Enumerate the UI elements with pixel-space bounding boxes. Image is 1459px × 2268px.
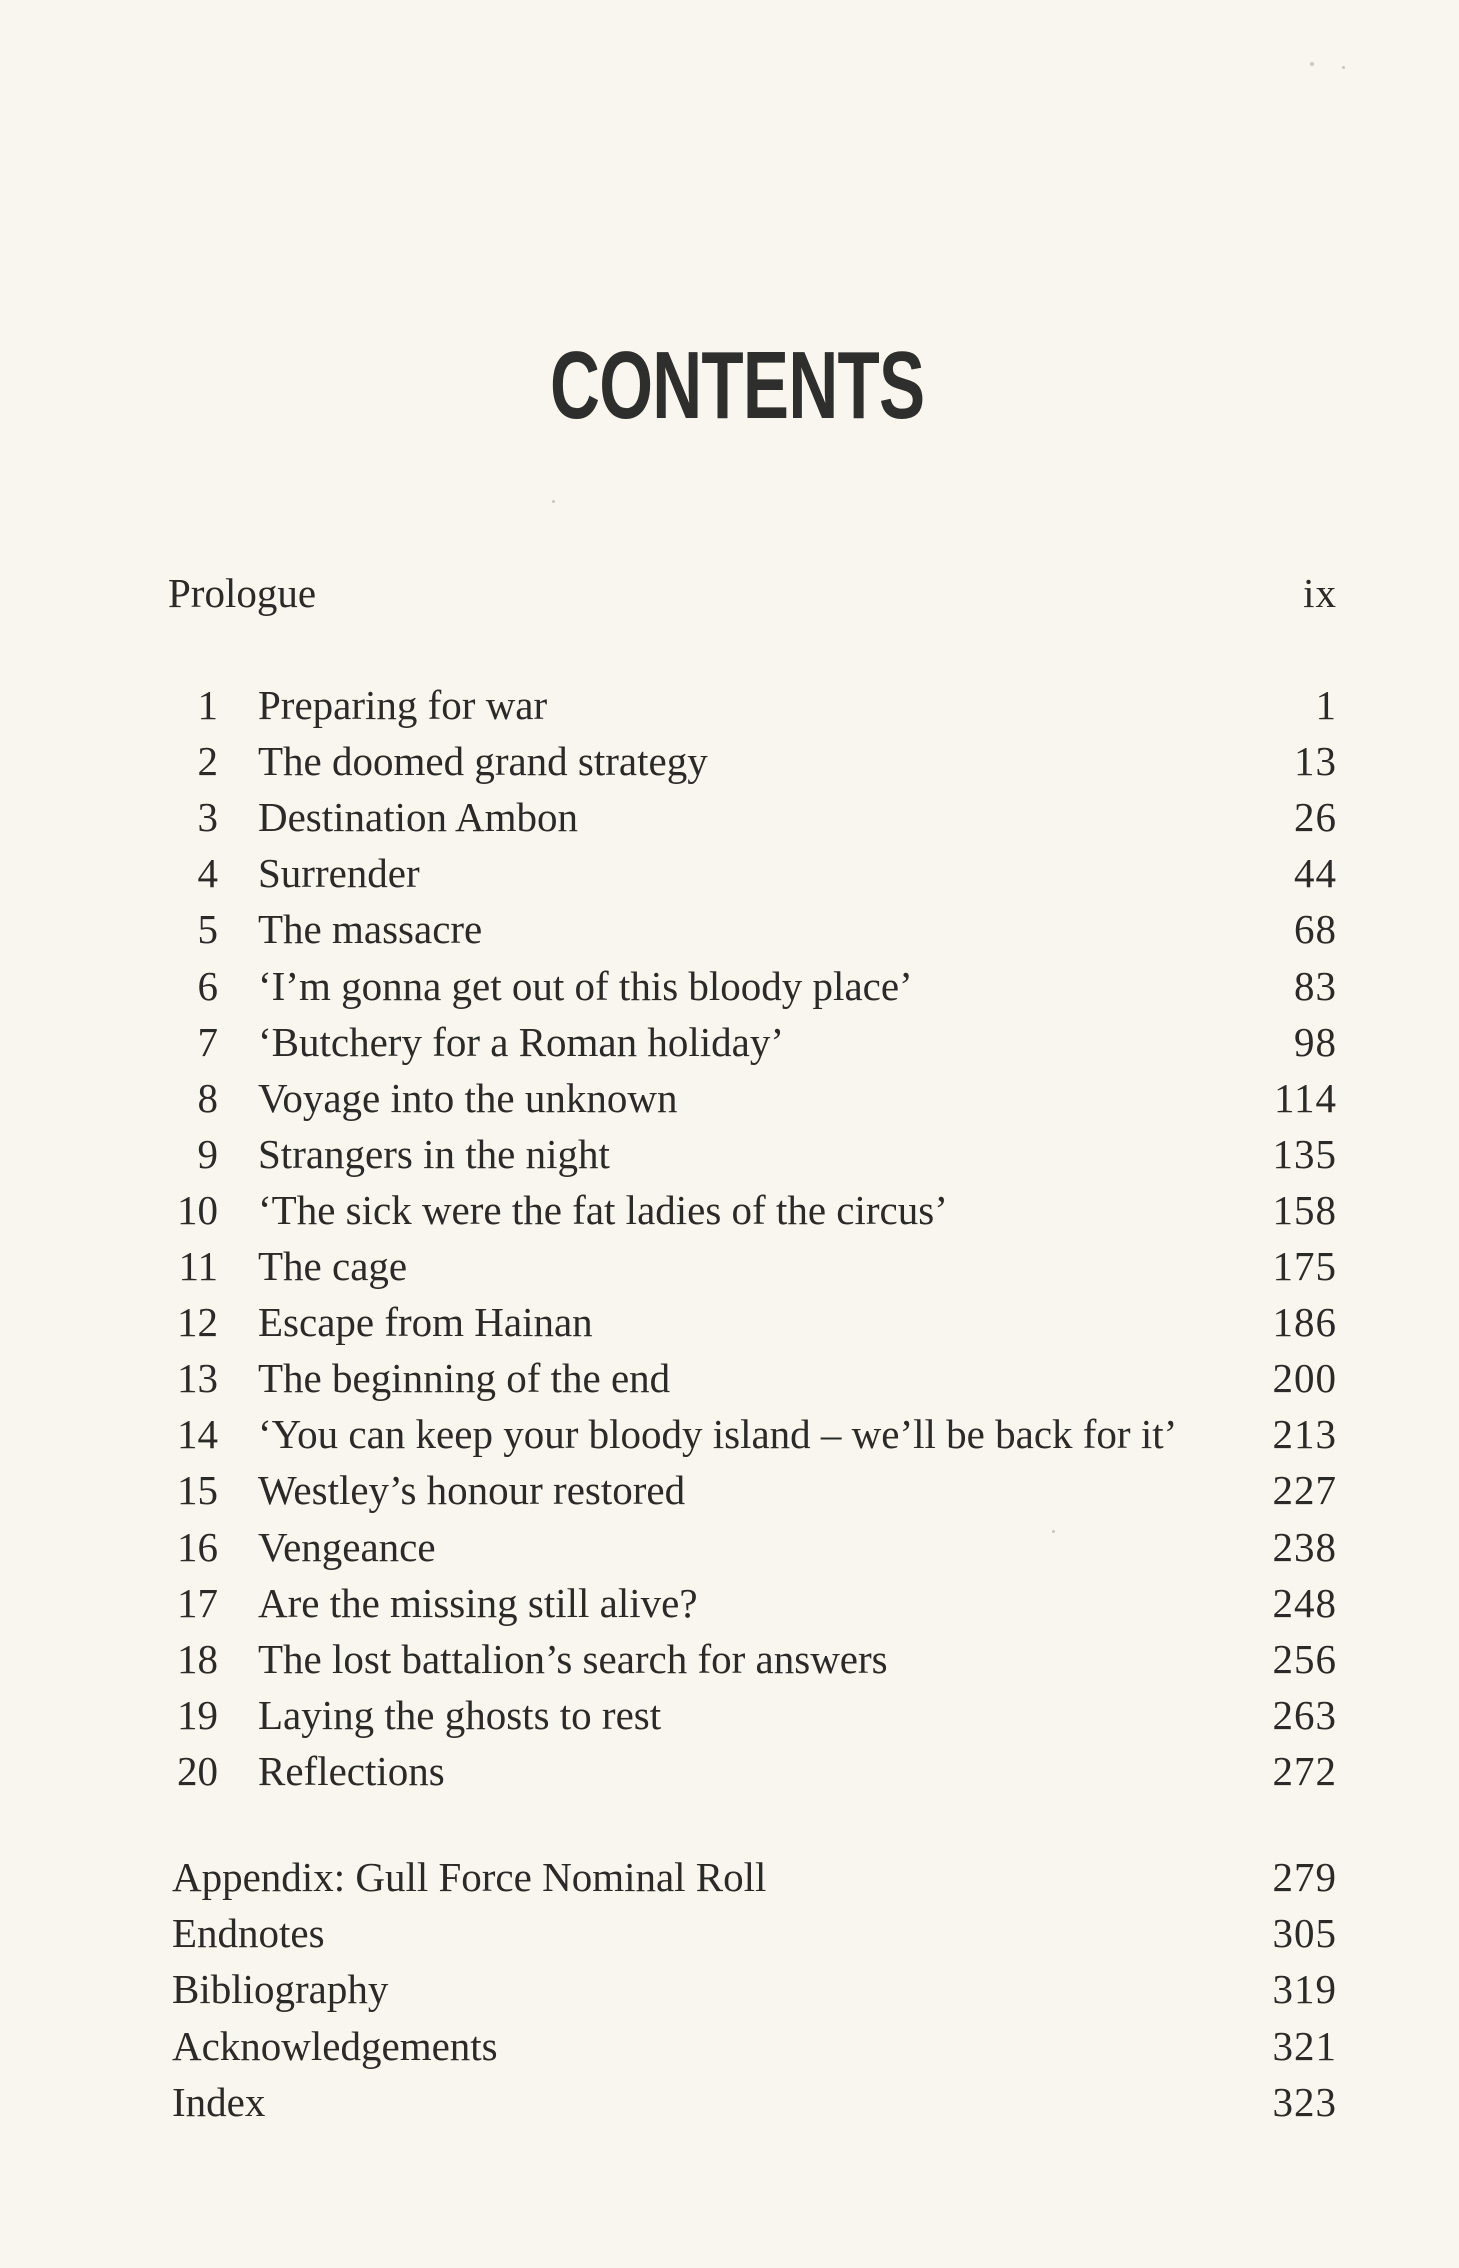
entry-title: The doomed grand strategy bbox=[258, 738, 708, 784]
entry-title: Index bbox=[172, 2079, 266, 2125]
entry-title: Destination Ambon bbox=[258, 794, 579, 840]
entry-title: Strangers in the night bbox=[258, 1131, 610, 1177]
entry-page-number: 186 bbox=[1272, 1299, 1337, 1345]
toc-entry-chapter[interactable] bbox=[0, 680, 1459, 730]
toc-entry-back-matter[interactable] bbox=[0, 2077, 1459, 2127]
entry-page-number: 213 bbox=[1272, 1411, 1337, 1457]
chapter-number: 11 bbox=[178, 1243, 218, 1289]
entry-page-number: 305 bbox=[1272, 1910, 1337, 1956]
entry-page-number: 98 bbox=[1294, 1019, 1337, 1065]
entry-page-number: 238 bbox=[1272, 1524, 1337, 1570]
entry-title: Reflections bbox=[258, 1748, 445, 1794]
entry-title: The lost battalion’s search for answers bbox=[258, 1636, 888, 1682]
entry-title: ‘I’m gonna get out of this bloody place’ bbox=[258, 963, 913, 1009]
chapter-number: 10 bbox=[177, 1187, 218, 1233]
chapter-number: 16 bbox=[177, 1524, 218, 1570]
chapter-number: 5 bbox=[197, 906, 218, 952]
entry-page-number: 44 bbox=[1294, 850, 1337, 896]
entry-title: Escape from Hainan bbox=[258, 1299, 593, 1345]
entry-page-number: ix bbox=[1303, 570, 1337, 616]
entry-title: The massacre bbox=[258, 906, 483, 952]
entry-page-number: 114 bbox=[1274, 1075, 1337, 1121]
entry-title: ‘The sick were the fat ladies of the circus’ bbox=[258, 1187, 948, 1233]
chapter-number: 15 bbox=[177, 1467, 218, 1513]
toc-entry-chapter[interactable] bbox=[0, 1017, 1459, 1067]
entry-page-number: 256 bbox=[1272, 1636, 1337, 1682]
chapter-number: 20 bbox=[177, 1748, 218, 1794]
toc-entry-chapter[interactable] bbox=[0, 1297, 1459, 1347]
toc-entry-chapter[interactable] bbox=[0, 792, 1459, 842]
entry-title: The beginning of the end bbox=[258, 1355, 671, 1401]
chapter-number: 14 bbox=[177, 1411, 218, 1457]
entry-title: Laying the ghosts to rest bbox=[258, 1692, 662, 1738]
toc-entry-prologue[interactable] bbox=[0, 568, 1459, 618]
contents-heading: CONTENTS bbox=[550, 332, 925, 439]
entry-page-number: 135 bbox=[1272, 1131, 1337, 1177]
entry-page-number: 200 bbox=[1272, 1355, 1337, 1401]
entry-page-number: 26 bbox=[1294, 794, 1337, 840]
entry-page-number: 248 bbox=[1272, 1580, 1337, 1626]
entry-page-number: 158 bbox=[1272, 1187, 1337, 1233]
paper-speck bbox=[552, 500, 555, 503]
entry-title: Prologue bbox=[168, 570, 317, 616]
chapter-number: 19 bbox=[177, 1692, 218, 1738]
toc-entry-chapter[interactable] bbox=[0, 1522, 1459, 1572]
entry-title: ‘You can keep your bloody island – we’ll be back for it’ bbox=[258, 1411, 1178, 1457]
entry-title: ‘Butchery for a Roman holiday’ bbox=[258, 1019, 785, 1065]
chapter-number: 1 bbox=[197, 682, 218, 728]
chapter-number: 4 bbox=[197, 850, 218, 896]
entry-title: Bibliography bbox=[172, 1966, 389, 2012]
toc-entry-chapter[interactable] bbox=[0, 1690, 1459, 1740]
toc-entry-chapter[interactable] bbox=[0, 961, 1459, 1011]
entry-title: The cage bbox=[258, 1243, 408, 1289]
entry-page-number: 83 bbox=[1294, 963, 1337, 1009]
chapter-number: 3 bbox=[197, 794, 218, 840]
entry-title: Surrender bbox=[258, 850, 420, 896]
entry-title: Westley’s honour restored bbox=[258, 1467, 686, 1513]
toc-entry-chapter[interactable] bbox=[0, 1241, 1459, 1291]
toc-entry-chapter[interactable] bbox=[0, 1465, 1459, 1515]
toc-entry-chapter[interactable] bbox=[0, 848, 1459, 898]
toc-entry-chapter[interactable] bbox=[0, 736, 1459, 786]
chapter-number: 9 bbox=[197, 1131, 218, 1177]
chapter-number: 7 bbox=[197, 1019, 218, 1065]
entry-title: Are the missing still alive? bbox=[258, 1580, 698, 1626]
toc-entry-chapter[interactable] bbox=[0, 1746, 1459, 1796]
toc-entry-chapter[interactable] bbox=[0, 1129, 1459, 1179]
chapter-number: 13 bbox=[177, 1355, 218, 1401]
entry-title: Voyage into the unknown bbox=[258, 1075, 678, 1121]
entry-title: Endnotes bbox=[172, 1910, 325, 1956]
toc-entry-chapter[interactable] bbox=[0, 1409, 1459, 1459]
paper-speck bbox=[1342, 66, 1345, 69]
paper-speck bbox=[1310, 62, 1314, 66]
entry-title: Acknowledgements bbox=[172, 2023, 498, 2069]
entry-title: Vengeance bbox=[258, 1524, 436, 1570]
entry-title: Preparing for war bbox=[258, 682, 548, 728]
toc-entry-chapter[interactable] bbox=[0, 904, 1459, 954]
entry-page-number: 323 bbox=[1272, 2079, 1337, 2125]
toc-entry-chapter[interactable] bbox=[0, 1353, 1459, 1403]
toc-entry-back-matter[interactable] bbox=[0, 2021, 1459, 2071]
entry-page-number: 272 bbox=[1272, 1748, 1337, 1794]
entry-page-number: 227 bbox=[1272, 1467, 1337, 1513]
entry-page-number: 175 bbox=[1272, 1243, 1337, 1289]
entry-title: Appendix: Gull Force Nominal Roll bbox=[172, 1854, 767, 1900]
chapter-number: 17 bbox=[177, 1580, 218, 1626]
chapter-number: 18 bbox=[177, 1636, 218, 1682]
entry-page-number: 279 bbox=[1272, 1854, 1337, 1900]
toc-entry-chapter[interactable] bbox=[0, 1185, 1459, 1235]
entry-page-number: 68 bbox=[1294, 906, 1337, 952]
chapter-number: 12 bbox=[177, 1299, 218, 1345]
toc-entry-chapter[interactable] bbox=[0, 1073, 1459, 1123]
toc-entry-back-matter[interactable] bbox=[0, 1852, 1459, 1902]
chapter-number: 6 bbox=[197, 963, 218, 1009]
chapter-number: 2 bbox=[197, 738, 218, 784]
chapter-number: 8 bbox=[197, 1075, 218, 1121]
entry-page-number: 263 bbox=[1272, 1692, 1337, 1738]
entry-page-number: 13 bbox=[1294, 738, 1337, 784]
toc-entry-chapter[interactable] bbox=[0, 1578, 1459, 1628]
toc-entry-back-matter[interactable] bbox=[0, 1908, 1459, 1958]
entry-page-number: 321 bbox=[1272, 2023, 1337, 2069]
toc-entry-chapter[interactable] bbox=[0, 1634, 1459, 1684]
toc-entry-back-matter[interactable] bbox=[0, 1964, 1459, 2014]
entry-page-number: 1 bbox=[1315, 682, 1337, 728]
entry-page-number: 319 bbox=[1272, 1966, 1337, 2012]
